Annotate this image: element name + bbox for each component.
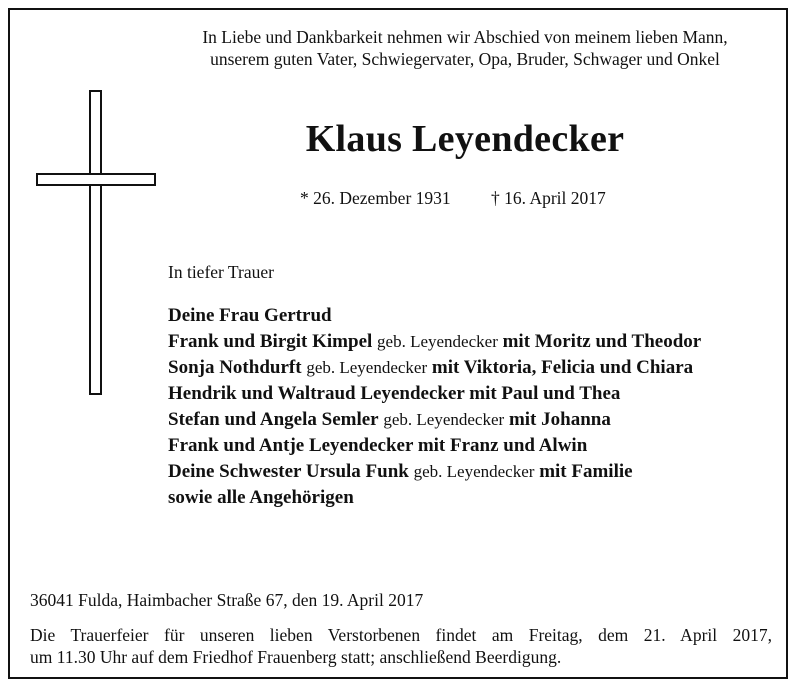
mourner-geb: geb. Leyendecker	[383, 410, 505, 429]
place-date: 36041 Fulda, Haimbacher Straße 67, den 19. April 2017	[30, 590, 424, 610]
cross-icon	[36, 90, 156, 395]
birth-date: * 26. Dezember 1931	[300, 188, 451, 208]
mourner-name: Frank und Antje Leyendecker mit Franz und Alwin	[168, 435, 588, 456]
mourner-name: Hendrik und Waltraud Leyendecker mit Paul und Thea	[168, 383, 621, 404]
mourner-name: sowie alle Angehörigen	[168, 487, 354, 508]
mourner-name: Deine Schwester Ursula Funk	[168, 461, 409, 482]
deceased-name: Klaus Leyendecker	[305, 118, 625, 160]
mourner-geb: geb. Leyendecker	[306, 358, 428, 377]
intro-line-1: In Liebe und Dankbarkeit nehmen wir Abschied von meinem lieben Mann,	[202, 27, 728, 47]
mourner-row	[168, 459, 701, 485]
mourner-name: Frank und Birgit Kimpel	[168, 331, 373, 352]
funeral-line-2: um 11.30 Uhr auf dem Friedhof Frauenberg statt; anschließend Beerdigung.	[30, 647, 562, 667]
death-date: † 16. April 2017	[491, 188, 606, 208]
trauer-label: In tiefer Trauer	[168, 262, 274, 282]
mourner-geb: geb. Leyendecker	[377, 332, 498, 351]
intro-line-2: unserem guten Vater, Schwiegervater, Opa, Bruder, Schwager und Onkel	[210, 49, 720, 69]
intro-text	[160, 26, 770, 70]
mourner-row	[168, 381, 701, 407]
funeral-notice	[30, 624, 772, 668]
mourner-geb: geb. Leyendecker	[413, 462, 535, 481]
mourner-row	[168, 329, 701, 355]
mourner-row	[168, 407, 701, 433]
funeral-line-1: Die Trauerfeier für unseren lieben Verstorbenen findet am Freitag, dem 21. April 2017,	[30, 625, 772, 645]
mourner-name: Deine Frau Gertrud	[168, 305, 332, 326]
mourner-row	[168, 303, 701, 329]
mourner-name: Sonja Nothdurft	[168, 357, 302, 378]
life-dates	[300, 188, 606, 209]
mourner-family: mit Moritz und Theodor	[502, 331, 702, 352]
mourner-row	[168, 485, 701, 511]
mourners-list	[168, 303, 701, 511]
mourner-family: mit Familie	[539, 461, 633, 482]
mourner-name: Stefan und Angela Semler	[168, 409, 379, 430]
mourner-family: mit Viktoria, Felicia und Chiara	[431, 357, 694, 378]
mourner-row	[168, 355, 701, 381]
mourner-row	[168, 433, 701, 459]
mourner-family: mit Johanna	[508, 409, 611, 430]
